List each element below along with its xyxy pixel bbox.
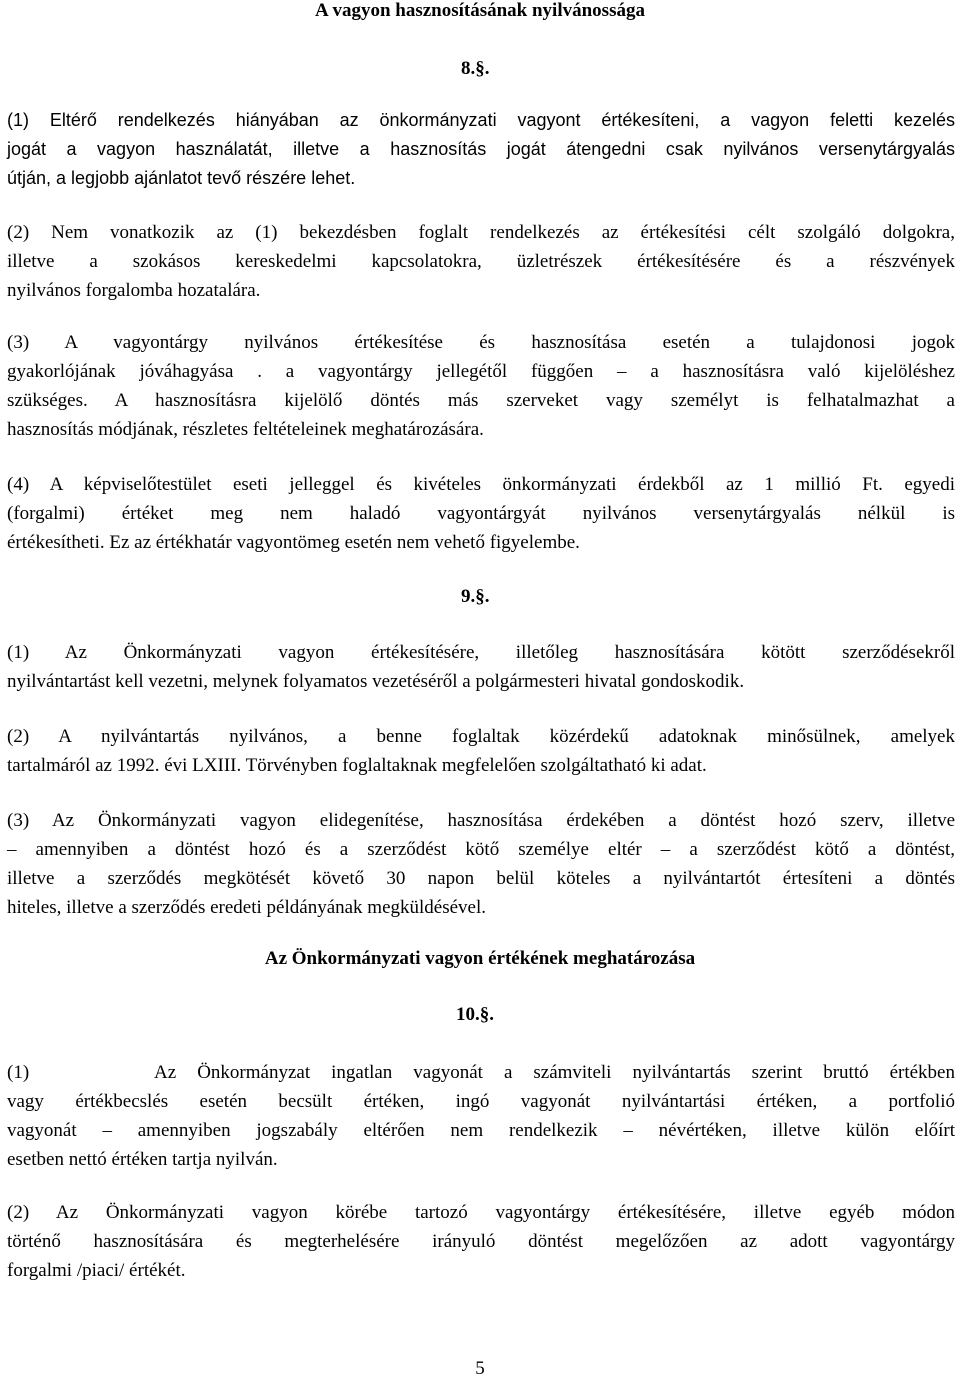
paragraph-line: tartalmáról az 1992. évi LXIII. Törvényben foglaltaknak megfelelően szolgáltatható ki adat. (7, 755, 707, 776)
paragraph-line: nyilvános forgalomba hozatalára. (7, 280, 261, 301)
paragraph-line: hasznosítás módjának, részletes feltételeinek meghatározására. (7, 419, 484, 440)
section10-paragraph-2 (7, 1198, 955, 1285)
paragraph-line: (2) Nem vonatkozik az (1) bekezdésben foglalt rendelkezés az értékesítési célt szolgáló dolgokra, (7, 222, 955, 243)
section9-paragraph-3 (7, 806, 955, 922)
section9-paragraph-2 (7, 722, 955, 780)
paragraph-line: értékesítheti. Ez az értékhatár vagyontömeg esetén nem vehető figyelembe. (7, 532, 580, 553)
paragraph-line: (4) A képviselőtestület eseti jelleggel és kivételes önkormányzati érdekből az 1 millió Ft. egyedi (7, 474, 955, 495)
paragraph-line: nyilvántartást kell vezetni, melynek folyamatos vezetéséről a polgármesteri hivatal gondoskodik. (7, 671, 745, 692)
paragraph-line: történő hasznosítására és megterhelésére irányuló döntést megelőzően az adott vagyontárgy (7, 1231, 955, 1252)
paragraph-line: (forgalmi) értéket meg nem haladó vagyontárgyát nyilvános versenytárgyalás nélkül is (7, 503, 955, 524)
paragraph-line: forgalmi /piaci/ értékét. (7, 1260, 186, 1281)
paragraph-line: vagy értékbecslés esetén becsült értéken, ingó vagyonát nyilvántartási értéken, a portfolió (7, 1091, 955, 1112)
paragraph-line: (3) A vagyontárgy nyilvános értékesítése és hasznosítása esetén a tulajdonosi jogok (7, 332, 955, 353)
section8-paragraph-4 (7, 470, 955, 557)
paragraph-line: jogát a vagyon használatát, illetve a hasznosítás jogát átengedni csak nyilvános versenytárgyalás (7, 139, 955, 159)
paragraph-line: vagyonát – amennyiben jogszabály eltérően nem rendelkezik – névértéken, illetve külön előírt (7, 1120, 955, 1141)
paragraph-line: (1) Az Önkormányzat ingatlan vagyonát a számviteli nyilvántartás szerint bruttó értékben (7, 1062, 955, 1083)
section10-paragraph-1 (7, 1058, 955, 1174)
section9-paragraph-1 (7, 638, 955, 696)
paragraph-line: illetve a szokásos kereskedelmi kapcsolatokra, üzletrészek értékesítésére és a részvények (7, 251, 955, 272)
section8-paragraph-2 (7, 218, 955, 305)
subtitle-heading: Az Önkormányzati vagyon értékének meghatározása (264, 948, 696, 969)
page-number: 5 (475, 1358, 485, 1379)
paragraph-line: (2) A nyilvántartás nyilvános, a benne foglaltak közérdekű adatoknak minősülnek, amelyek (7, 726, 955, 747)
paragraph-line: (1) Eltérő rendelkezés hiányában az önkormányzati vagyont értékesíteni, a vagyon feletti kezelés (7, 110, 955, 130)
paragraph-line: hiteles, illetve a szerződés eredeti példányának megküldésével. (7, 897, 487, 918)
section-number-9: 9.§. (461, 586, 490, 607)
page-title: A vagyon hasznosításának nyilvánossága (315, 0, 645, 21)
section-number-10: 10.§. (456, 1004, 494, 1025)
paragraph-line: esetben nettó értéken tartja nyilván. (7, 1149, 278, 1170)
section8-paragraph-3 (7, 328, 955, 444)
paragraph-line: útján, a legjobb ajánlatot tevő részére lehet. (7, 168, 356, 188)
paragraph-line: illetve a szerződés megkötését követő 30 napon belül köteles a nyilvántartót értesíteni a döntés (7, 868, 955, 889)
paragraph-line: szükséges. A hasznosításra kijelölő döntés más szerveket vagy személyt is felhatalmazhat a (7, 390, 955, 411)
paragraph-line: – amennyiben a döntést hozó és a szerződést kötő személye eltér – a szerződést kötő a döntést, (7, 839, 955, 860)
paragraph-line: (2) Az Önkormányzati vagyon körébe tartozó vagyontárgy értékesítésére, illetve egyéb módon (7, 1202, 955, 1223)
section-number-8: 8.§. (461, 58, 490, 79)
section8-paragraph-1 (7, 106, 955, 193)
paragraph-line: gyakorlójának jóváhagyása . a vagyontárgy jellegétől függően – a hasznosításra való kijelöléshez (7, 361, 955, 382)
paragraph-line: (1) Az Önkormányzati vagyon értékesítésére, illetőleg hasznosítására kötött szerződésekről (7, 642, 955, 663)
paragraph-line: (3) Az Önkormányzati vagyon elidegenítése, hasznosítása érdekében a döntést hozó szerv, illetve (7, 810, 955, 831)
